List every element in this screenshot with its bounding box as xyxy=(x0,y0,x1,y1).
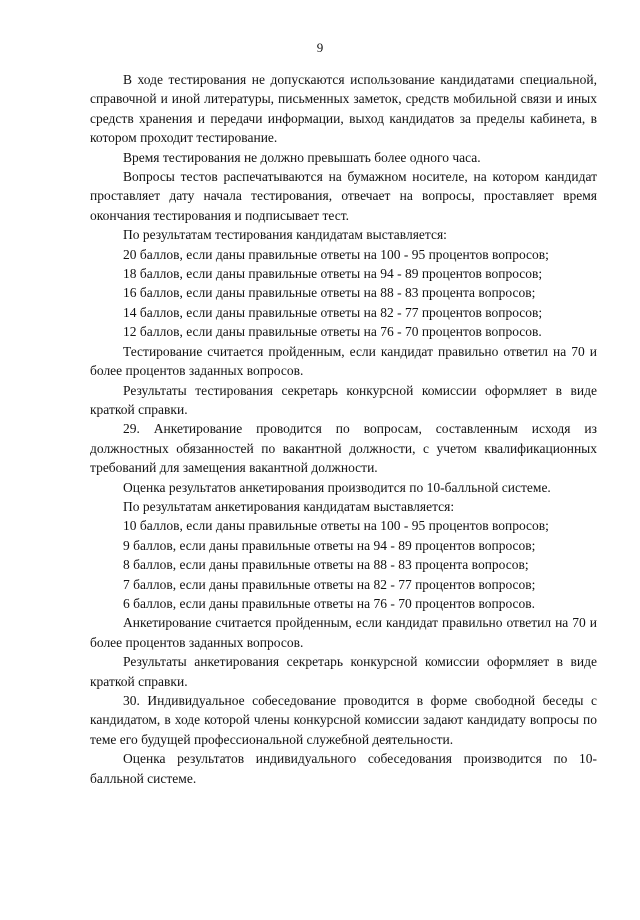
score-item: 14 баллов, если даны правильные ответы на 82 - 77 процентов вопросов; xyxy=(123,304,543,320)
document-body xyxy=(90,70,597,788)
score-item: 7 баллов, если даны правильные ответы на 82 - 77 процентов вопросов; xyxy=(123,576,536,592)
paragraph-testing-results: Результаты тестирования секретарь конкурсной комиссии оформляет в виде краткой справки. xyxy=(90,382,597,417)
score-item: 20 баллов, если даны правильные ответы на 100 - 95 процентов вопросов; xyxy=(123,246,549,262)
score-item: 10 баллов, если даны правильные ответы на 100 - 95 процентов вопросов; xyxy=(123,518,549,534)
paragraph-survey-scores-intro: По результатам анкетирования кандидатам выставляется: xyxy=(123,498,455,514)
score-item: 16 баллов, если даны правильные ответы на 88 - 83 процента вопросов; xyxy=(123,285,536,301)
score-item: 9 баллов, если даны правильные ответы на 94 - 89 процентов вопросов; xyxy=(123,537,536,553)
paragraph-survey-results: Результаты анкетирования секретарь конкурсной комиссии оформляет в виде краткой справки. xyxy=(90,654,597,689)
paragraph-testing-time: Время тестирования не должно превышать более одного часа. xyxy=(123,149,481,165)
score-item: 6 баллов, если даны правильные ответы на 76 - 70 процентов вопросов. xyxy=(123,595,536,611)
page-number: 9 xyxy=(316,40,324,55)
paragraph-interview-evaluation: Оценка результатов индивидуального собеседования производится по 10-балльной системе. xyxy=(90,751,597,786)
paragraph-testing-restrictions: В ходе тестирования не допускаются использование кандидатами специальной, справочной и иной литературы, письменных заметок, средств мобильной связи и иных средств хранения и передачи информации, выход кандидатов за пределы кабинета, в котором проходит тестирование. xyxy=(90,72,597,146)
score-item: 18 баллов, если даны правильные ответы на 94 - 89 процентов вопросов; xyxy=(123,266,543,282)
score-item: 12 баллов, если даны правильные ответы на 76 - 70 процентов вопросов. xyxy=(123,324,542,340)
paragraph-survey-passed: Анкетирование считается пройденным, если кандидат правильно ответил на 70 и более процентов заданных вопросов. xyxy=(90,615,597,650)
score-item: 8 баллов, если даны правильные ответы на 88 - 83 процента вопросов; xyxy=(123,557,529,573)
paragraph-test-printing: Вопросы тестов распечатываются на бумажном носителе, на котором кандидат проставляет дату начала тестирования, отвечает на вопросы, проставляет время окончания тестирования и подписывает тест. xyxy=(90,169,597,223)
paragraph-clause-29: 29. Анкетирование проводится по вопросам, составленным исходя из должностных обязанностей по вакантной должности, с учетом квалификационных требований для замещения вакантной должности. xyxy=(90,421,597,476)
paragraph-testing-scores-intro: По результатам тестирования кандидатам выставляется: xyxy=(123,227,447,243)
paragraph-clause-30: 30. Индивидуальное собеседование проводится в форме свободной беседы с кандидатом, в ходе которой члены конкурсной комиссии задают кандидату вопросы по теме его будущей профессиональной служебной деятельности. xyxy=(90,693,597,747)
paragraph-testing-passed: Тестирование считается пройденным, если кандидат правильно ответил на 70 и более процентов заданных вопросов. xyxy=(90,343,597,379)
paragraph-survey-evaluation: Оценка результатов анкетирования производится по 10-балльной системе. xyxy=(123,479,551,495)
